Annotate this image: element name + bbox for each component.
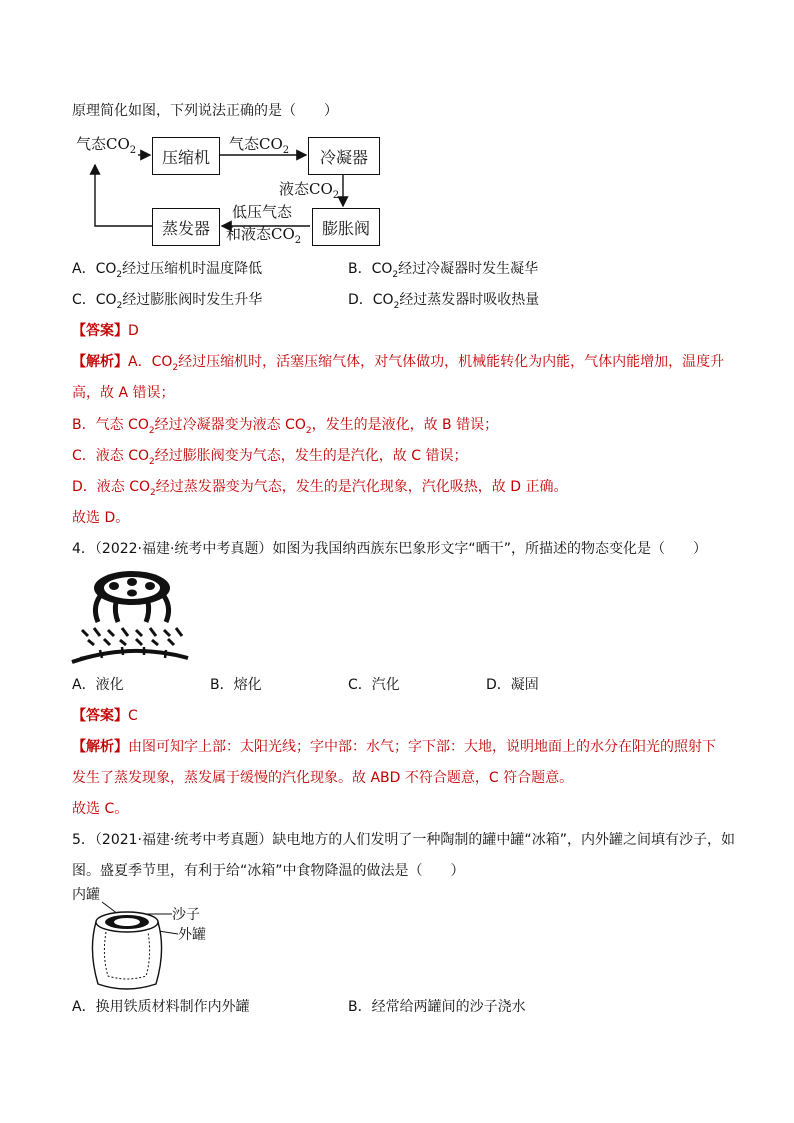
q3-analysis-a2: 高，故 A 错误； [72,385,175,401]
label-inner-pot: 内罐 [72,887,100,903]
evaporator-box: 蒸发器 [152,208,220,246]
q3-answer: 【答案】D [72,323,139,339]
q4-option-a: A．液化 [72,677,124,693]
q4-option-c: C．汽化 [348,677,400,693]
q3-analysis-a1: 【解析】A．$CO_2$经过压缩机时，活塞压缩气体，对气体做功，机械能转化为内能，气体内能增加，温度升 [72,354,725,373]
arrow-return-loop [95,165,152,226]
q3-stem: 原理简化如图，下列说法正确的是（ ） [72,103,338,119]
expansion-valve-box: 膨胀阀 [312,208,380,246]
label-lowp-1: 低压气态 [232,203,293,221]
q4-analysis-2: 发生了蒸发现象，蒸发属于缓慢的汽化现象。故 ABD 不符合题意，C 符合题意。 [72,770,574,786]
dongba-glyph-image [70,566,192,668]
compressor-box: 压缩机 [152,137,220,175]
q3-option-d: D．$CO_2$经过蒸发器时吸收热量 [348,292,540,311]
q3-analysis-c: C．液态 $CO_2$经过膨胀阀变为气态，发生的是汽化，故 C 错误； [72,448,468,467]
label-sand: 沙子 [172,907,200,923]
condenser-box: 冷凝器 [308,137,380,175]
pot-in-pot-image [84,900,184,992]
diagram-arrows [0,0,794,260]
q5-stem-2: 图。盛夏季节里，有利于给“冰箱”中食物降温的做法是（ ） [72,863,465,879]
q3-analysis-b: B．气态 $CO_2$经过冷凝器变为液态 $CO_2$，发生的是液化，故 B 错误； [72,417,499,436]
q4-option-d: D．凝固 [486,677,539,693]
q4-conclusion: 故选 C。 [72,801,129,817]
q5-option-a: A．换用铁质材料制作内外罐 [72,999,250,1015]
q4-analysis-1: 【解析】由图可知字上部：太阳光线；字中部：水气；字下部：大地，说明地面上的水分在阳光的照射下 [72,739,716,755]
label-gas-in: 气态$CO_2$ [76,135,137,156]
label-gas-mid: 气态$CO_2$ [229,135,290,156]
q5-option-b: B．经常给两罐间的沙子浇水 [348,999,526,1015]
q5-stem-1: 5．（2021·福建·统考中考真题）缺电地方的人们发明了一种陶制的罐中罐“冰箱”，内外罐之间填有沙子，如 [72,832,735,848]
label-lowp-2: 和液态$CO_2$ [226,225,302,246]
q3-conclusion: 故选 D。 [72,510,130,526]
q4-option-b: B．熔化 [210,677,262,693]
q3-option-a: A．$CO_2$经过压缩机时温度降低 [72,261,263,280]
label-liquid: 液态$CO_2$ [279,180,340,201]
q3-analysis-d: D．液态 $CO_2$经过蒸发器变为气态，发生的是汽化现象，汽化吸热，故 D 正确。 [72,479,568,498]
q3-option-b: B．$CO_2$经过冷凝器时发生凝华 [348,261,539,280]
q4-stem: 4．（2022·福建·统考中考真题）如图为我国纳西族东巴象形文字“晒干”，所描述的物态变化是（ ） [72,541,707,557]
q4-answer: 【答案】C [72,708,138,724]
q3-option-c: C．$CO_2$经过膨胀阀时发生升华 [72,292,263,311]
label-outer-pot: 外罐 [178,927,206,943]
